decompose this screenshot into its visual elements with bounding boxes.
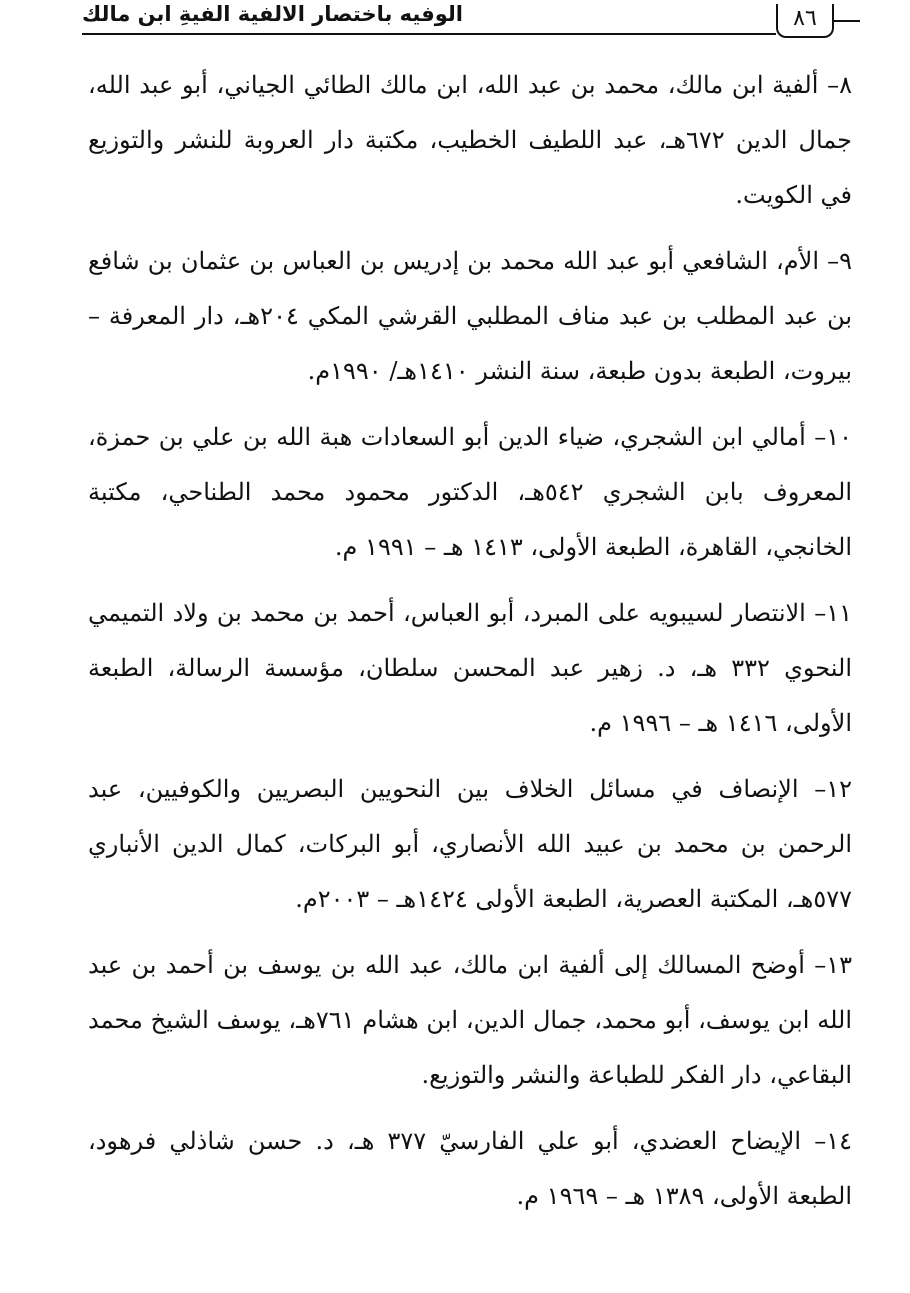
entry-text: أمالي ابن الشجري، ضياء الدين أبو السعادات هبة الله بن علي بن حمزة، المعروف بابن الشجري ٥٤٢هـ، الدكتور محمود محمد الطناحي، مكتبة الخانجي، القاهرة، الطبعة الأولى، ١٤١٣ هـ – ١٩٩١ م.: [88, 423, 852, 561]
bibliography-entry: ٨– ألفية ابن مالك، محمد بن عبد الله، ابن مالك الطائي الجياني، أبو عبد الله، جمال الدين ٦٧٢هـ، عبد اللطيف الخطيب، مكتبة دار العروبة للنشر والتوزيع في الكويت.: [88, 71, 852, 209]
bibliography-entry: ١١– الانتصار لسيبويه على المبرد، أبو العباس، أحمد بن محمد بن ولاد التميمي النحوي ٣٣٢ هـ، د. زهير عبد المحسن سلطان، مؤسسة الرسالة، الطبعة الأولى، ١٤١٦ هـ – ١٩٩٦ م.: [88, 599, 852, 737]
bibliography-list: [88, 58, 852, 1224]
page-header: [82, 0, 882, 48]
entry-text: الانتصار لسيبويه على المبرد، أبو العباس، أحمد بن محمد بن ولاد التميمي النحوي ٣٣٢ هـ، د. زهير عبد المحسن سلطان، مؤسسة الرسالة، الطبعة الأولى، ١٤١٦ هـ – ١٩٩٦ م.: [88, 599, 852, 737]
header-rule-right: [834, 20, 860, 22]
entry-number: ١٢: [826, 775, 852, 803]
entry-number: ١٣: [826, 951, 852, 979]
bibliography-entry: ٩– الأم، الشافعي أبو عبد الله محمد بن إدريس بن العباس بن عثمان بن شافع بن عبد المطلب بن عبد مناف المطلبي القرشي المكي ٢٠٤هـ، دار المعرفة – بيروت، الطبعة بدون طبعة، سنة النشر ١٤١٠هـ/ ١٩٩٠م.: [88, 247, 853, 385]
entry-number: ٩: [839, 247, 852, 275]
bibliography-entry: ١٣– أوضح المسالك إلى ألفية ابن مالك، عبد الله بن يوسف بن أحمد بن عبد الله ابن يوسف، أبو محمد، جمال الدين، ابن هشام ٧٦١هـ، يوسف الشيخ محمد البقاعي، دار الفكر للطباعة والنشر والتوزيع.: [88, 951, 853, 1089]
running-title: الوفيه باختصار الالفية الفيةِ ابن مالك: [82, 2, 463, 26]
entry-text: الأم، الشافعي أبو عبد الله محمد بن إدريس بن العباس بن عثمان بن شافع بن عبد المطلب بن عبد مناف المطلبي القرشي المكي ٢٠٤هـ، دار المعرفة – بيروت، الطبعة بدون طبعة، سنة النشر ١٤١٠هـ/ ١٩٩٠م.: [88, 247, 853, 385]
entry-text: أوضح المسالك إلى ألفية ابن مالك، عبد الله بن يوسف بن أحمد بن عبد الله ابن يوسف، أبو محمد، جمال الدين، ابن هشام ٧٦١هـ، يوسف الشيخ محمد البقاعي، دار الفكر للطباعة والنشر والتوزيع.: [88, 951, 853, 1089]
bibliography-entry: ١٢– الإنصاف في مسائل الخلاف بين النحويين البصريين والكوفيين، عبد الرحمن بن محمد بن عبيد الله الأنصاري، أبو البركات، كمال الدين الأنباري ٥٧٧هـ، المكتبة العصرية، الطبعة الأولى ١٤٢٤هـ – ٢٠٠٣م.: [88, 775, 852, 913]
entry-number: ٨: [839, 71, 852, 99]
entry-text: ألفية ابن مالك، محمد بن عبد الله، ابن مالك الطائي الجياني، أبو عبد الله، جمال الدين ٦٧٢هـ، عبد اللطيف الخطيب، مكتبة دار العروبة للنشر والتوزيع في الكويت.: [88, 71, 852, 209]
bibliography-entry: ١٠– أمالي ابن الشجري، ضياء الدين أبو السعادات هبة الله بن علي بن حمزة، المعروف بابن الشجري ٥٤٢هـ، الدكتور محمود محمد الطناحي، مكتبة الخانجي، القاهرة، الطبعة الأولى، ١٤١٣ هـ – ١٩٩١ م.: [88, 423, 852, 561]
entry-text: الإيضاح العضدي، أبو علي الفارسيّ ٣٧٧ هـ، د. حسن شاذلي فرهود، الطبعة الأولى، ١٣٨٩ هـ – ١٩٦٩ م.: [88, 1127, 852, 1210]
entry-text: الإنصاف في مسائل الخلاف بين النحويين البصريين والكوفيين، عبد الرحمن بن محمد بن عبيد الله الأنصاري، أبو البركات، كمال الدين الأنباري ٥٧٧هـ، المكتبة العصرية، الطبعة الأولى ١٤٢٤هـ – ٢٠٠٣م.: [88, 775, 852, 913]
entry-number: ١٤: [826, 1127, 852, 1155]
header-rule: [82, 33, 776, 35]
bibliography-entry: ١٤– الإيضاح العضدي، أبو علي الفارسيّ ٣٧٧ هـ، د. حسن شاذلي فرهود، الطبعة الأولى، ١٣٨٩ هـ – ١٩٦٩ م.: [88, 1127, 852, 1210]
entry-number: ١١: [826, 599, 852, 627]
entry-number: ١٠: [826, 423, 852, 451]
page-number: ٨٦: [776, 4, 834, 38]
